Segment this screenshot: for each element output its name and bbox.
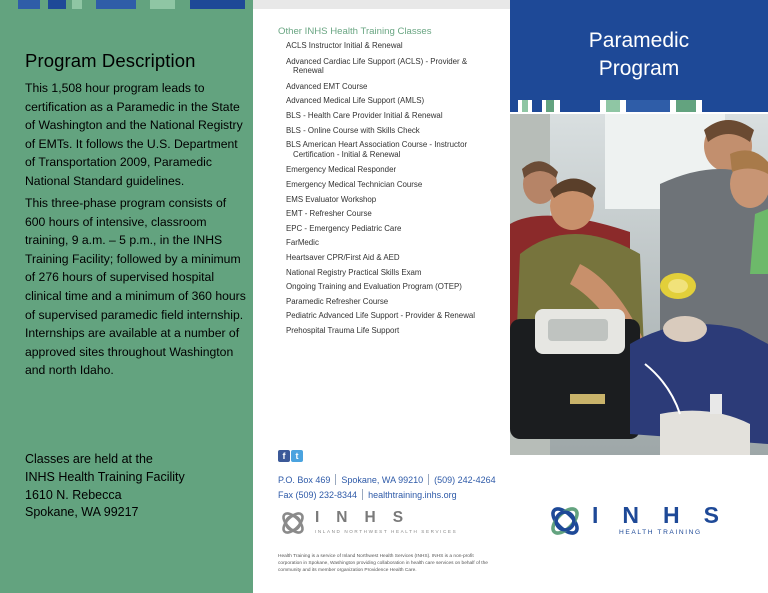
accent-stripe bbox=[560, 100, 600, 112]
facility-address bbox=[25, 451, 185, 522]
fax-number: Fax (509) 232-8344 bbox=[278, 489, 358, 500]
program-phases-paragraph: This three-phase program consists of 600 hours of intensive, classroom training, 9 a.m. – 5 p.m., in the INHS Training Facility; followed by a minimum of 276 hours of supervised hospital clinical time and a minimum of 360 hours of supervised paramedic field internship. Internships are available at a number of approved sites throughout Washington and north Idaho. bbox=[25, 196, 246, 378]
class-item: Advanced EMT Course bbox=[286, 81, 368, 91]
class-item: Emergency Medical Responder bbox=[286, 165, 397, 175]
training-scene-illustration bbox=[510, 114, 768, 455]
class-item: EMS Evaluator Workshop bbox=[286, 194, 377, 204]
inhs-knot-icon bbox=[278, 508, 308, 538]
website-link[interactable]: healthtraining.inhs.org bbox=[368, 489, 457, 500]
accent-stripe bbox=[190, 0, 245, 9]
inhs-wordmark: INHS bbox=[315, 509, 421, 526]
class-item: Heartsaver CPR/First Aid & AED bbox=[286, 252, 400, 262]
cover-title-line: Paramedic bbox=[588, 29, 690, 52]
disclaimer: Health Training is a service of Inland Northwest Health Services (INHS). INHS is a non-profit corporation in Spokane, Washington providing collaboration in health care services on behalf of the community and its member organization Providence Health Care. bbox=[278, 554, 488, 573]
social-links bbox=[278, 446, 303, 464]
address-line: 1610 N. Rebecca bbox=[25, 487, 122, 502]
class-item: BLS American Heart Association Course - Instructor Certification - Initial & Renewal bbox=[286, 140, 468, 159]
class-item: FarMedic bbox=[286, 238, 319, 248]
accent-stripe bbox=[606, 100, 620, 112]
divider bbox=[428, 474, 429, 485]
twitter-icon[interactable]: t bbox=[291, 450, 303, 462]
accent-stripe bbox=[522, 100, 528, 112]
class-item: BLS - Online Course with Skills Check bbox=[286, 125, 420, 135]
class-item: Pediatric Advanced Life Support - Provider & Renewal bbox=[286, 311, 476, 321]
program-description-title: Program Description bbox=[25, 50, 196, 71]
health-training-tagline: HEALTH TRAINING bbox=[619, 529, 702, 536]
address-line: INHS Health Training Facility bbox=[25, 469, 185, 484]
class-item: Emergency Medical Technician Course bbox=[286, 179, 423, 189]
class-item: EMT - Refresher Course bbox=[286, 209, 372, 219]
class-item: Ongoing Training and Evaluation Program (OTEP) bbox=[286, 282, 462, 292]
inhs-knot-icon bbox=[546, 502, 584, 540]
phone-number[interactable]: (509) 242-4264 bbox=[434, 475, 496, 485]
accent-stripe bbox=[150, 0, 175, 9]
accent-stripe bbox=[510, 100, 518, 112]
class-item: Advanced Medical Life Support (AMLS) bbox=[286, 96, 425, 106]
address-line: Spokane, WA 99217 bbox=[25, 505, 139, 520]
class-item: Prehospital Trauma Life Support bbox=[286, 325, 400, 335]
accent-stripe bbox=[96, 0, 136, 9]
accent-stripe bbox=[532, 100, 542, 112]
contact-info bbox=[278, 473, 496, 502]
class-item: ACLS Instructor Initial & Renewal bbox=[286, 41, 403, 50]
accent-stripe bbox=[72, 0, 82, 9]
accent-stripe bbox=[626, 100, 670, 112]
divider bbox=[362, 489, 363, 500]
program-description-paragraph: This 1,508 hour program leads to certification as a Paramedic in the State of Washington and the National Registry of EMTs. It follows the U.S. Department of Transportation 2009, Paramedic National Standard guidelines. bbox=[25, 81, 243, 188]
inhs-health-training-logo bbox=[546, 502, 743, 545]
inhs-logo-gray bbox=[278, 508, 458, 543]
class-item: BLS - Health Care Provider Initial & Renewal bbox=[286, 110, 443, 120]
class-item: EPC - Emergency Pediatric Care bbox=[286, 223, 402, 233]
accent-stripe bbox=[676, 100, 696, 112]
class-item: Paramedic Refresher Course bbox=[286, 296, 389, 306]
class-item: National Registry Practical Skills Exam bbox=[286, 267, 422, 277]
cover-title-line: Program bbox=[598, 57, 680, 80]
accent-stripe bbox=[48, 0, 66, 9]
accent-stripe bbox=[18, 0, 40, 9]
middle-top-bar bbox=[253, 0, 510, 9]
city: Spokane, WA 99210 bbox=[341, 475, 424, 485]
inhs-tagline: INLAND NORTHWEST HEALTH SERVICES bbox=[315, 529, 458, 534]
accent-stripe bbox=[702, 100, 768, 112]
paramedic-training-photo bbox=[510, 114, 768, 455]
classes-list bbox=[286, 41, 491, 335]
divider bbox=[335, 474, 336, 485]
class-item: Advanced Cardiac Life Support (ACLS) - Provider & Renewal bbox=[286, 56, 468, 76]
accent-stripe bbox=[546, 100, 554, 112]
cover-title bbox=[510, 27, 768, 83]
inhs-wordmark: INHS bbox=[592, 502, 743, 528]
facebook-icon[interactable]: f bbox=[278, 450, 290, 462]
classes-title: Other INHS Health Training Classes bbox=[278, 26, 432, 37]
po-box: P.O. Box 469 bbox=[278, 475, 331, 485]
address-line: Classes are held at the bbox=[25, 452, 153, 466]
